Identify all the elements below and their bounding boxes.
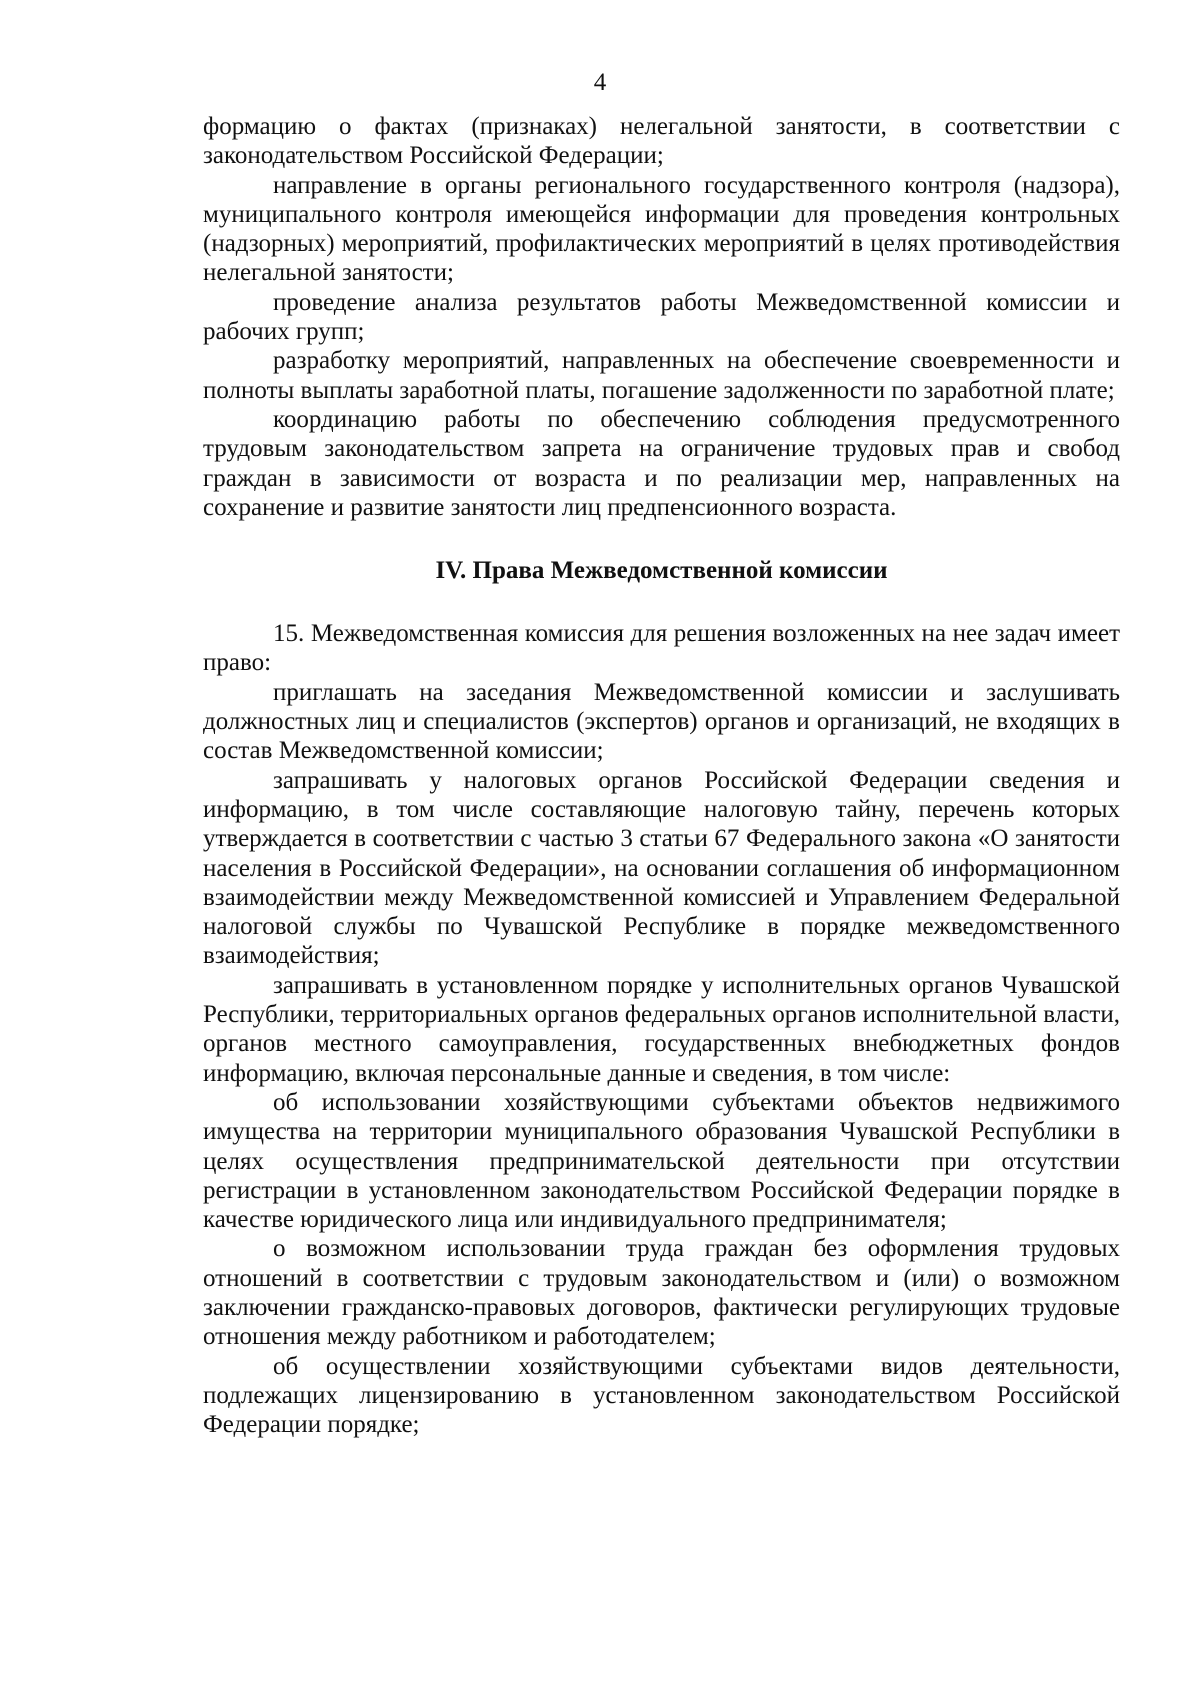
paragraph: разработку мероприятий, направленных на обеспечение своевременности и полноты выплаты заработной платы, погашение задолженности по заработной плате;: [203, 347, 1120, 404]
paragraph: запрашивать в установленном порядке у исполнительных органов Чувашской Республики, территориальных органов федеральных органов исполнительной власти, органов местного самоуправления, государственных внебюджетных фондов информацию, включая персональные данные и сведения, в том числе:: [203, 971, 1120, 1087]
paragraph: 15. Межведомственная комиссия для решения возложенных на нее задач имеет право:: [203, 620, 1120, 677]
section-heading: IV. Права Межведомственной комиссии: [435, 557, 888, 585]
paragraph: проведение анализа результатов работы Межведомственной комиссии и рабочих групп;: [203, 288, 1120, 346]
paragraph: об использовании хозяйствующими субъектами объектов недвижимого имущества на территории муниципального образования Чувашской Республики в целях осуществления предпринимательской деятельности при отсутствии регистрации в установленном законодательством Российской Федерации порядке в качестве юридического лица или индивидуального предпринимателя;: [203, 1088, 1120, 1234]
paragraph: запрашивать у налоговых органов Российской Федерации сведения и информацию, в том числе составляющие налоговую тайну, перечень которых утверждается в соответствии с частью 3 статьи 67 Федерального закона «О занятости населения в Российской Федерации», на основании соглашения об информационном взаимодействии между Межведомственной комиссией и Управлением Федеральной налоговой службы по Чувашской Республике в порядке межведомственного взаимодействия;: [203, 766, 1120, 970]
paragraph: координацию работы по обеспечению соблюдения предусмотренного трудовым законодательством запрета на ограничение трудовых прав и свобод граждан в зависимости от возраста и по реализации мер, направленных на сохранение и развитие занятости лиц предпенсионного возраста.: [203, 405, 1120, 521]
paragraph: о возможном использовании труда граждан без оформления трудовых отношений в соответствии с трудовым законодательством и (или) о возможном заключении гражданско-правовых договоров, фактически регулирующих трудовые отношения между работником и работодателем;: [203, 1235, 1120, 1351]
paragraph: формацию о фактах (признаках) нелегальной занятости, в соответствии с законодательством Российской Федерации;: [203, 113, 1120, 170]
page-number: 4: [593, 69, 607, 96]
document-body: [203, 112, 1120, 1439]
paragraph: приглашать на заседания Межведомственной комиссии и заслушивать должностных лиц и специалистов (экспертов) органов и организаций, не входящих в состав Межведомственной комиссии;: [203, 678, 1120, 765]
paragraph: об осуществлении хозяйствующими субъектами видов деятельности, подлежащих лицензированию в установленном законодательством Российской Федерации порядке;: [203, 1352, 1120, 1439]
paragraph: направление в органы регионального государственного контроля (надзора), муниципального контроля имеющейся информации для проведения контрольных (надзорных) мероприятий, профилактических мероприятий в целях противодействия нелегальной занятости;: [203, 171, 1120, 287]
